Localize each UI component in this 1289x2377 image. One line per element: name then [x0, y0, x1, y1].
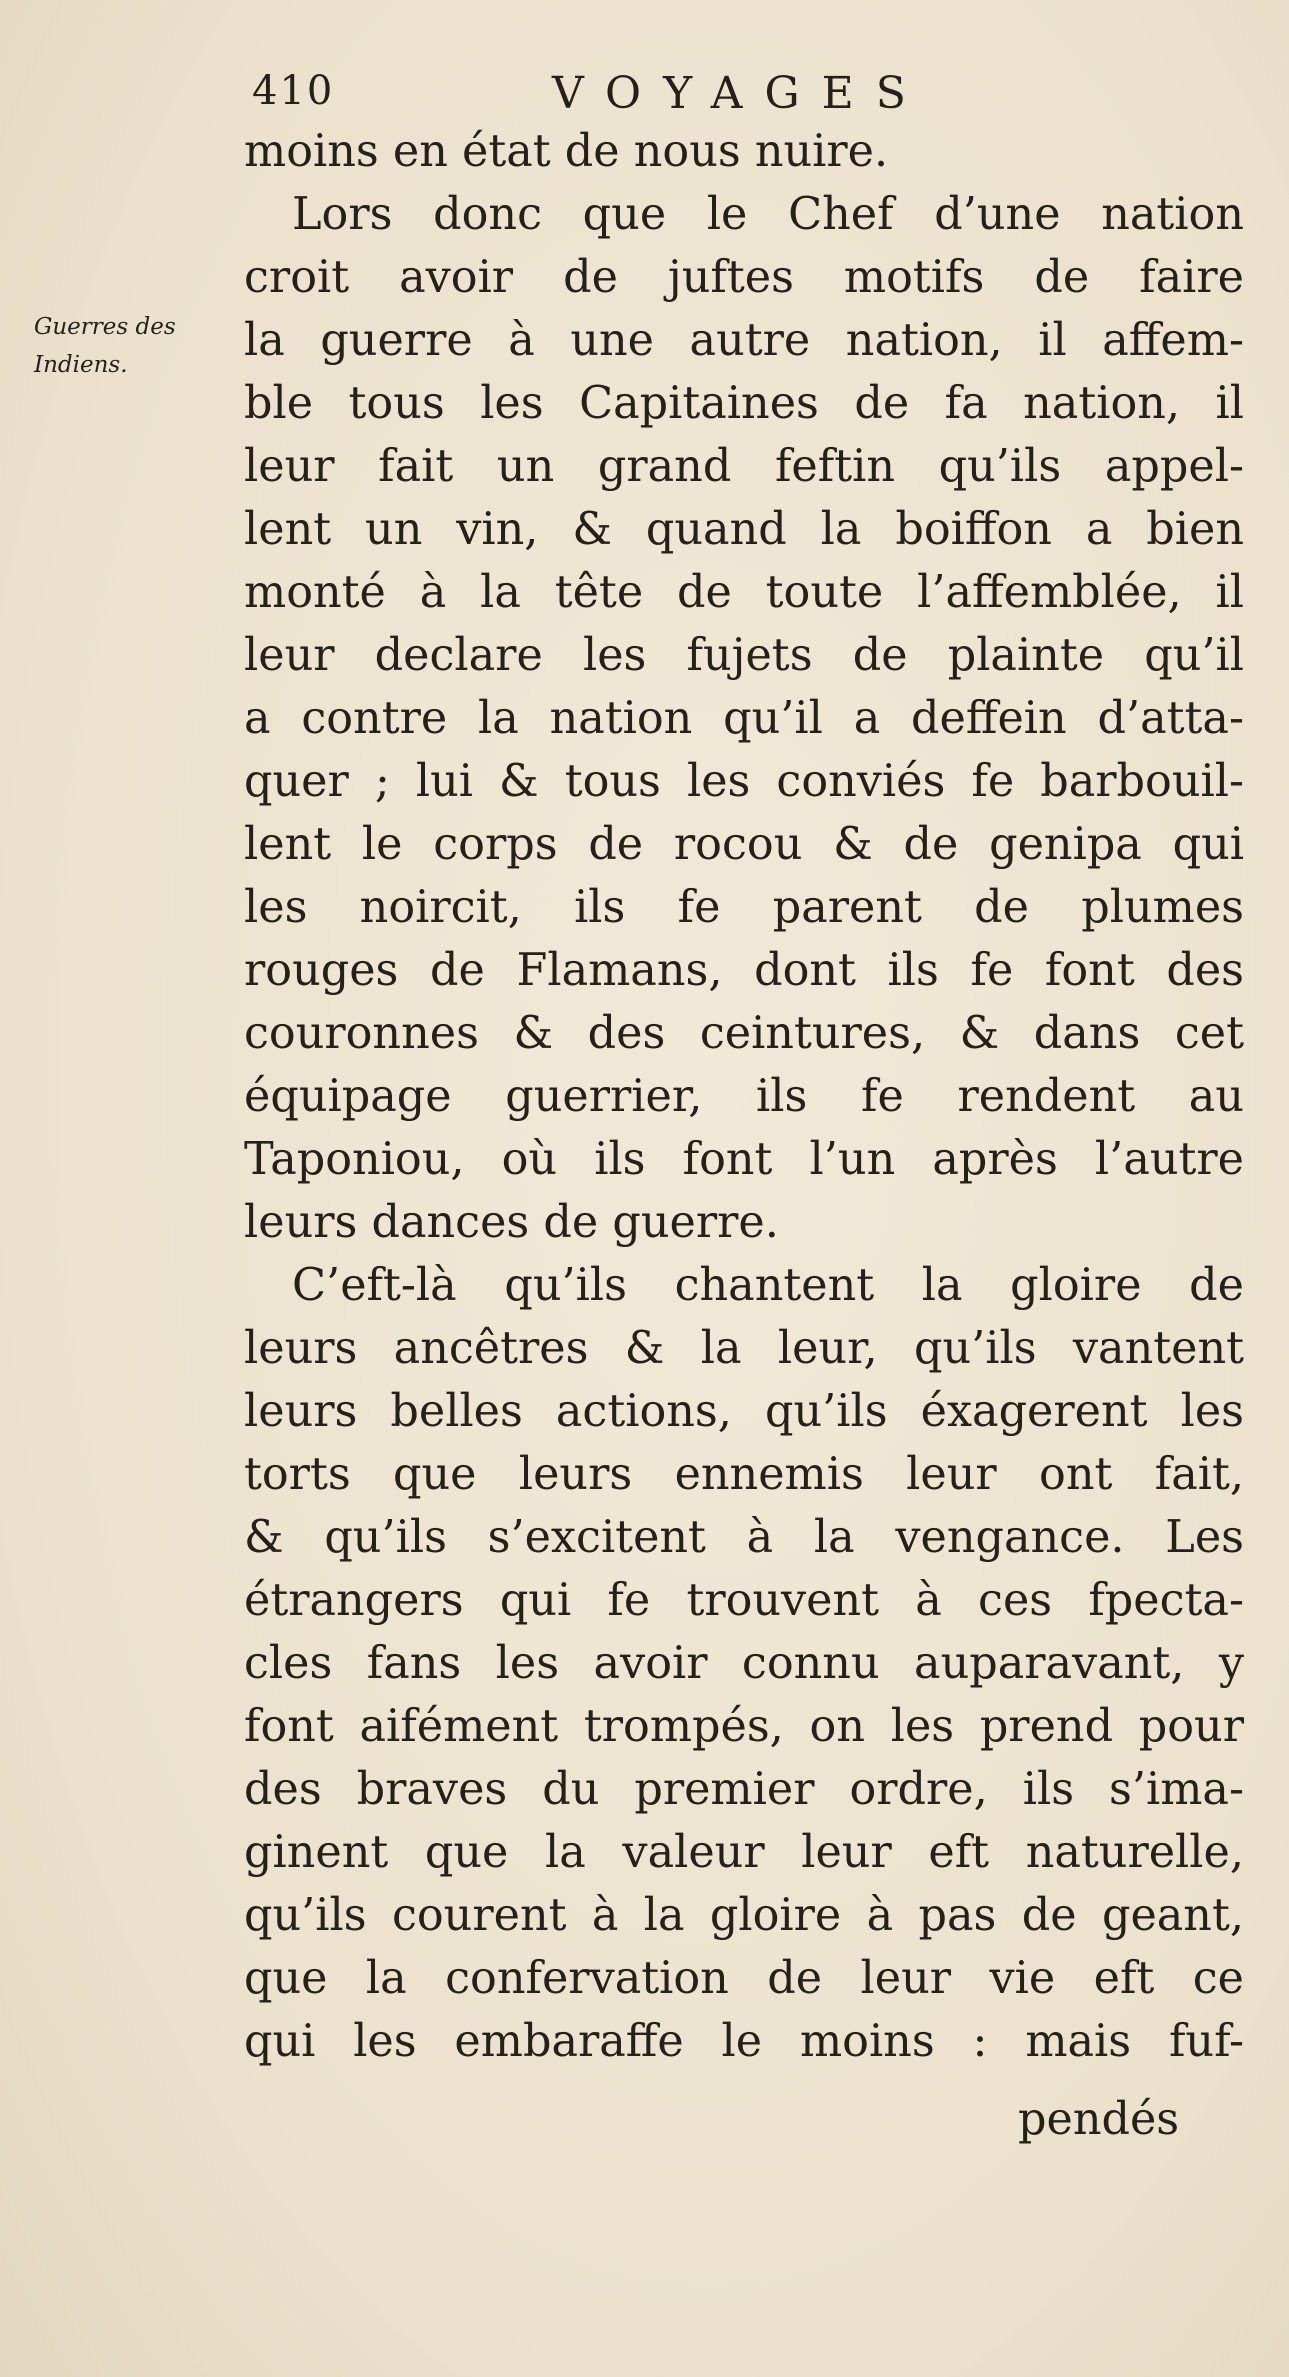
- text-line: leurs belles actions, qu’ils éxagerent les: [244, 1386, 1244, 1437]
- body-text: [244, 120, 1244, 2073]
- text-line: étrangers qui fe trouvent à ces fpecta-: [244, 1575, 1244, 1626]
- text-line: que la confervation de leur vie eft ce: [244, 1953, 1244, 2004]
- text-line: équipage guerrier, ils fe rendent au: [244, 1071, 1244, 1122]
- text-line: rouges de Flamans, dont ils fe font des: [244, 945, 1244, 996]
- text-line: couronnes & des ceintures, & dans cet: [244, 1008, 1244, 1059]
- text-line: a contre la nation qu’il a deffein d’atta-: [244, 693, 1244, 744]
- text-line: C’eft-là qu’ils chantent la gloire de: [292, 1260, 1244, 1311]
- text-line: quer ; lui & tous les conviés fe barbouil-: [244, 756, 1244, 807]
- text-line: lent un vin, & quand la boiffon a bien: [244, 504, 1244, 555]
- text-line: moins en état de nous nuire.: [244, 126, 889, 177]
- text-line: ble tous les Capitaines de fa nation, il: [244, 378, 1244, 429]
- text-line: cles fans les avoir connu auparavant, y: [244, 1638, 1244, 1689]
- text-line: leurs dances de guerre.: [244, 1197, 779, 1248]
- text-line: croit avoir de juftes motifs de faire: [244, 252, 1244, 303]
- text-line: des braves du premier ordre, ils s’ima-: [244, 1764, 1244, 1815]
- text-line: & qu’ils s’excitent à la vengance. Les: [244, 1512, 1244, 1563]
- text-line: leurs ancêtres & la leur, qu’ils vantent: [244, 1323, 1244, 1374]
- margin-note-line: Indiens.: [34, 352, 128, 378]
- page-header: [252, 68, 1012, 128]
- text-line: ginent que la valeur leur eft naturelle,: [244, 1827, 1244, 1878]
- text-line: Lors donc que le Chef d’une nation: [292, 189, 1244, 240]
- running-title: VOYAGES: [552, 68, 928, 119]
- text-line: torts que leurs ennemis leur ont fait,: [244, 1449, 1244, 1500]
- catchword: pendés: [1018, 2094, 1180, 2145]
- text-line: la guerre à une autre nation, il affem-: [244, 315, 1244, 366]
- text-line: qui les embaraffe le moins : mais fuf-: [244, 2016, 1244, 2067]
- margin-note: [34, 308, 254, 384]
- text-line: lent le corps de rocou & de genipa qui: [244, 819, 1244, 870]
- margin-note-line: Guerres des: [34, 314, 176, 340]
- text-line: font aifément trompés, on les prend pour: [244, 1701, 1244, 1752]
- text-line: monté à la tête de toute l’affemblée, il: [244, 567, 1244, 618]
- text-line: leur declare les fujets de plainte qu’il: [244, 630, 1244, 681]
- text-line: Taponiou, où ils font l’un après l’autre: [244, 1134, 1244, 1185]
- page-number: 410: [252, 68, 335, 114]
- text-line: leur fait un grand feftin qu’ils appel-: [244, 441, 1244, 492]
- text-line: les noircit, ils fe parent de plumes: [244, 882, 1244, 933]
- text-line: qu’ils courent à la gloire à pas de geant,: [244, 1890, 1244, 1941]
